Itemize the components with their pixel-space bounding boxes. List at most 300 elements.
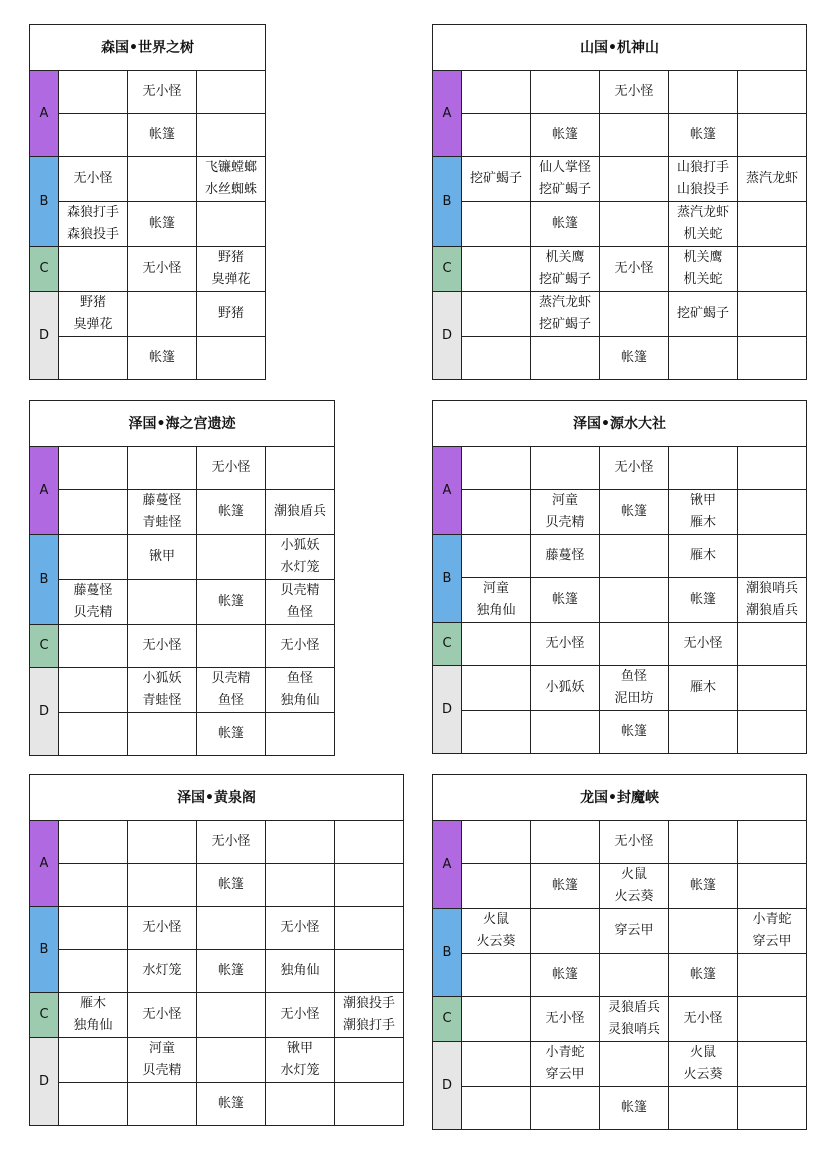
grid-cell <box>128 490 197 535</box>
grid-cell <box>531 490 600 535</box>
grid-cell <box>462 666 531 711</box>
zone-label-b: B <box>30 907 59 993</box>
grid-cell <box>266 864 335 907</box>
cell-text: 无小怪 <box>142 1007 182 1022</box>
grid-cell <box>59 668 128 713</box>
grid-cell <box>59 292 128 337</box>
table-row <box>433 157 807 202</box>
table-row <box>433 578 807 623</box>
grid-cell <box>669 623 738 666</box>
cell-text: 帐篷 <box>217 877 244 892</box>
table-row <box>30 580 335 625</box>
cell-text: 鱼怪 <box>287 605 314 620</box>
table-row <box>30 1083 404 1126</box>
grid-cell <box>669 71 738 114</box>
cell-text: 穿云甲 <box>614 923 654 938</box>
cell-text: 帐篷 <box>217 963 244 978</box>
table-row <box>30 71 266 114</box>
zone-label-b: B <box>433 535 462 623</box>
cell-text: 锹甲 <box>689 493 716 508</box>
grid-cell <box>531 157 600 202</box>
grid-cell <box>600 292 669 337</box>
grid-cell <box>669 864 738 909</box>
grid-cell <box>600 447 669 490</box>
grid-cell <box>462 114 531 157</box>
cell-text: 无小怪 <box>211 460 251 475</box>
grid-cell <box>669 954 738 997</box>
grid-cell <box>462 337 531 380</box>
grid-cell <box>669 1042 738 1087</box>
cell-text: 山狼投手 <box>676 182 729 197</box>
cell-text: 无小怪 <box>614 460 654 475</box>
map-title: 泽国•源水大社 <box>433 401 807 447</box>
grid-cell <box>738 202 807 247</box>
grid-cell <box>738 1042 807 1087</box>
grid-cell <box>462 535 531 578</box>
table-row <box>433 954 807 997</box>
map-title: 山国•机神山 <box>433 25 807 71</box>
grid-cell <box>462 623 531 666</box>
zone-label-a: A <box>30 447 59 535</box>
grid-cell <box>197 114 266 157</box>
cell-text: 帐篷 <box>551 127 578 142</box>
grid-cell <box>600 954 669 997</box>
cell-text: 无小怪 <box>614 84 654 99</box>
grid-cell <box>531 535 600 578</box>
grid-cell <box>128 247 197 292</box>
grid-cell <box>59 907 128 950</box>
cell-text: 机关鹰 <box>545 250 585 265</box>
grid-cell <box>669 821 738 864</box>
cell-text: 帐篷 <box>620 504 647 519</box>
grid-cell <box>462 954 531 997</box>
table-row <box>30 114 266 157</box>
cell-text: 无小怪 <box>142 84 182 99</box>
grid-cell <box>531 337 600 380</box>
table-row <box>30 247 266 292</box>
cell-text: 贝壳精 <box>73 605 113 620</box>
grid-cell <box>531 292 600 337</box>
grid-cell <box>738 711 807 754</box>
cell-text: 独角仙 <box>280 963 320 978</box>
cell-text: 无小怪 <box>683 1011 723 1026</box>
grid-cell <box>669 535 738 578</box>
cell-text: 贝壳精 <box>142 1063 182 1078</box>
cell-text: 火云葵 <box>614 889 654 904</box>
cell-text: 帐篷 <box>217 594 244 609</box>
cell-text: 帐篷 <box>551 878 578 893</box>
cell-text: 帐篷 <box>217 1096 244 1111</box>
zone-label-d: D <box>30 1038 59 1126</box>
grid-cell <box>738 247 807 292</box>
table-row <box>433 535 807 578</box>
grid-cell <box>600 157 669 202</box>
grid-cell <box>462 247 531 292</box>
grid-cell <box>197 71 266 114</box>
cell-text: 帐篷 <box>217 726 244 741</box>
table-row <box>30 1038 404 1083</box>
zone-label-c: C <box>30 247 59 292</box>
zone-label-a: A <box>30 821 59 907</box>
cell-text: 帐篷 <box>217 504 244 519</box>
grid-cell <box>600 997 669 1042</box>
grid-cell <box>669 578 738 623</box>
grid-cell <box>600 711 669 754</box>
cell-text: 帐篷 <box>689 878 716 893</box>
cell-text: 蒸汽龙虾 <box>538 295 591 310</box>
cell-text: 机关鹰 <box>683 250 723 265</box>
grid-cell <box>266 1083 335 1126</box>
grid-cell <box>738 909 807 954</box>
grid-cell <box>197 202 266 247</box>
cell-text: 独角仙 <box>476 603 516 618</box>
grid-cell <box>531 821 600 864</box>
grid-cell <box>59 114 128 157</box>
grid-cell <box>128 447 197 490</box>
grid-cell <box>600 535 669 578</box>
grid-cell <box>128 337 197 380</box>
cell-text: 蒸汽龙虾 <box>746 171 799 186</box>
cell-text: 野猪 <box>218 306 245 321</box>
grid-cell <box>266 907 335 950</box>
cell-text: 无小怪 <box>614 261 654 276</box>
cell-text: 火鼠 <box>689 1045 716 1060</box>
grid-cell <box>59 157 128 202</box>
cell-text: 藤蔓怪 <box>73 583 113 598</box>
grid-cell <box>128 1083 197 1126</box>
table-row <box>433 909 807 954</box>
grid-cell <box>266 821 335 864</box>
zone-label-c: C <box>30 625 59 668</box>
grid-cell <box>738 292 807 337</box>
cell-text: 河童 <box>148 1041 175 1056</box>
table-row <box>433 1042 807 1087</box>
cell-text: 帐篷 <box>620 724 647 739</box>
grid-cell <box>197 713 266 756</box>
cell-text: 森狼投手 <box>66 227 119 242</box>
cell-text: 小狐妖 <box>142 671 182 686</box>
grid-cell <box>266 1038 335 1083</box>
grid-cell <box>128 625 197 668</box>
grid-cell <box>531 202 600 247</box>
cell-text: 灵狼盾兵 <box>607 1000 660 1015</box>
grid-cell <box>197 580 266 625</box>
grid-cell <box>600 821 669 864</box>
grid-cell <box>669 292 738 337</box>
grid-cell <box>462 447 531 490</box>
grid-cell <box>600 202 669 247</box>
map-title: 泽国•黄泉阁 <box>30 775 404 821</box>
grid-cell <box>128 668 197 713</box>
grid-cell <box>59 535 128 580</box>
cell-text: 灵狼哨兵 <box>607 1022 660 1037</box>
zone-label-b: B <box>30 535 59 625</box>
zone-label-b: B <box>30 157 59 247</box>
grid-cell <box>128 950 197 993</box>
table-row <box>433 1087 807 1130</box>
grid-cell <box>531 864 600 909</box>
cell-text: 河童 <box>551 493 578 508</box>
grid-cell <box>462 711 531 754</box>
table-row <box>30 490 335 535</box>
cell-text: 臭弹花 <box>73 317 113 332</box>
grid-cell <box>462 578 531 623</box>
zone-label-d: D <box>433 292 462 380</box>
grid-cell <box>59 337 128 380</box>
table-row <box>30 157 266 202</box>
table-row <box>30 993 404 1038</box>
zone-label-c: C <box>30 993 59 1038</box>
cell-text: 潮狼打手 <box>343 1018 396 1033</box>
cell-text: 帐篷 <box>551 216 578 231</box>
map-table-dragon-sealed-demon-gorge <box>432 774 807 1130</box>
cell-text: 机关蛇 <box>683 272 723 287</box>
cell-text: 山狼打手 <box>676 160 729 175</box>
map-title: 森国•世界之树 <box>30 25 266 71</box>
cell-text: 挖矿蝎子 <box>538 182 591 197</box>
grid-cell <box>531 247 600 292</box>
grid-cell <box>462 1042 531 1087</box>
cell-text: 小青蛇 <box>752 912 792 927</box>
grid-cell <box>266 950 335 993</box>
grid-cell <box>128 580 197 625</box>
grid-cell <box>59 490 128 535</box>
grid-cell <box>600 1042 669 1087</box>
cell-text: 藤蔓怪 <box>545 548 585 563</box>
cell-text: 雁木 <box>689 548 716 563</box>
table-row <box>433 247 807 292</box>
grid-cell <box>335 864 404 907</box>
grid-cell <box>669 711 738 754</box>
grid-cell <box>197 292 266 337</box>
cell-text: 野猪 <box>79 295 106 310</box>
cell-text: 潮狼投手 <box>343 996 396 1011</box>
cell-text: 帐篷 <box>689 127 716 142</box>
cell-text: 帐篷 <box>551 967 578 982</box>
cell-text: 帐篷 <box>620 1100 647 1115</box>
cell-text: 机关蛇 <box>683 227 723 242</box>
zone-label-c: C <box>433 623 462 666</box>
grid-cell <box>531 578 600 623</box>
grid-cell <box>197 993 266 1038</box>
grid-cell <box>128 713 197 756</box>
table-row <box>433 711 807 754</box>
cell-text: 雁木 <box>689 515 716 530</box>
map-table-mountain-machine-god <box>432 24 807 380</box>
table-row <box>30 625 335 668</box>
map-table-marsh-sea-palace-ruins <box>29 400 335 756</box>
table-row <box>433 202 807 247</box>
grid-cell <box>738 623 807 666</box>
table-row <box>30 864 404 907</box>
grid-cell <box>462 292 531 337</box>
zone-label-c: C <box>433 997 462 1042</box>
grid-cell <box>600 623 669 666</box>
zone-label-d: D <box>433 1042 462 1130</box>
grid-cell <box>531 623 600 666</box>
grid-cell <box>197 1083 266 1126</box>
cell-text: 无小怪 <box>73 171 113 186</box>
cell-text: 鱼怪 <box>620 669 647 684</box>
map-title: 泽国•海之宫遗迹 <box>30 401 335 447</box>
cell-text: 贝壳精 <box>280 583 320 598</box>
grid-cell <box>59 625 128 668</box>
grid-cell <box>197 157 266 202</box>
cell-text: 无小怪 <box>211 834 251 849</box>
grid-cell <box>59 821 128 864</box>
table-row <box>433 623 807 666</box>
table-row <box>433 666 807 711</box>
grid-cell <box>266 713 335 756</box>
table-row <box>433 114 807 157</box>
cell-text: 无小怪 <box>545 636 585 651</box>
cell-text: 帐篷 <box>689 967 716 982</box>
grid-cell <box>128 71 197 114</box>
grid-cell <box>669 202 738 247</box>
grid-cell <box>531 447 600 490</box>
zone-label-b: B <box>433 157 462 247</box>
grid-cell <box>531 71 600 114</box>
grid-cell <box>59 864 128 907</box>
cell-text: 臭弹花 <box>211 272 251 287</box>
cell-text: 无小怪 <box>142 638 182 653</box>
zone-label-c: C <box>433 247 462 292</box>
table-row <box>433 997 807 1042</box>
cell-text: 雁木 <box>79 996 106 1011</box>
zone-label-a: A <box>433 821 462 909</box>
map-table-marsh-source-water-shrine <box>432 400 807 754</box>
table-row <box>30 713 335 756</box>
map-table-marsh-yellow-spring-pavilion <box>29 774 404 1126</box>
grid-cell <box>462 202 531 247</box>
table-row <box>433 821 807 864</box>
cell-text: 河童 <box>482 581 509 596</box>
grid-cell <box>59 202 128 247</box>
cell-text: 挖矿蝎子 <box>538 272 591 287</box>
grid-cell <box>197 821 266 864</box>
grid-cell <box>600 337 669 380</box>
table-row <box>433 490 807 535</box>
cell-text: 青蛙怪 <box>142 693 182 708</box>
grid-cell <box>600 71 669 114</box>
table-row <box>30 950 404 993</box>
grid-cell <box>128 1038 197 1083</box>
grid-cell <box>128 292 197 337</box>
cell-text: 潮狼哨兵 <box>746 581 799 596</box>
grid-cell <box>462 909 531 954</box>
cell-text: 无小怪 <box>142 920 182 935</box>
grid-cell <box>738 337 807 380</box>
cell-text: 贝壳精 <box>211 671 251 686</box>
cell-text: 独角仙 <box>73 1018 113 1033</box>
cell-text: 挖矿蝎子 <box>538 317 591 332</box>
grid-cell <box>531 1087 600 1130</box>
grid-cell <box>128 821 197 864</box>
grid-cell <box>531 909 600 954</box>
grid-cell <box>197 447 266 490</box>
grid-cell <box>128 535 197 580</box>
cell-text: 无小怪 <box>280 1007 320 1022</box>
grid-cell <box>531 114 600 157</box>
grid-cell <box>531 666 600 711</box>
table-row <box>433 447 807 490</box>
cell-text: 挖矿蝎子 <box>469 171 522 186</box>
cell-text: 无小怪 <box>545 1011 585 1026</box>
cell-text: 锹甲 <box>286 1041 313 1056</box>
grid-cell <box>128 202 197 247</box>
grid-cell <box>59 247 128 292</box>
grid-cell <box>197 490 266 535</box>
grid-cell <box>266 668 335 713</box>
grid-cell <box>59 1038 128 1083</box>
table-row <box>433 337 807 380</box>
grid-cell <box>738 954 807 997</box>
grid-cell <box>531 954 600 997</box>
cell-text: 无小怪 <box>614 834 654 849</box>
grid-cell <box>531 711 600 754</box>
table-row <box>30 821 404 864</box>
grid-cell <box>335 950 404 993</box>
grid-cell <box>128 907 197 950</box>
zone-label-a: A <box>433 447 462 535</box>
grid-cell <box>738 864 807 909</box>
grid-cell <box>600 864 669 909</box>
grid-cell <box>600 490 669 535</box>
grid-cell <box>59 950 128 993</box>
grid-cell <box>738 157 807 202</box>
grid-cell <box>266 535 335 580</box>
grid-cell <box>59 447 128 490</box>
cell-text: 青蛙怪 <box>142 515 182 530</box>
cell-text: 潮狼盾兵 <box>274 504 327 519</box>
zone-label-d: D <box>30 668 59 756</box>
grid-cell <box>266 993 335 1038</box>
cell-text: 穿云甲 <box>545 1067 585 1082</box>
grid-cell <box>59 71 128 114</box>
grid-cell <box>669 157 738 202</box>
cell-text: 独角仙 <box>280 693 320 708</box>
cell-text: 小青蛇 <box>545 1045 585 1060</box>
map-title: 龙国•封魔峡 <box>433 775 807 821</box>
grid-cell <box>669 247 738 292</box>
grid-cell <box>738 821 807 864</box>
grid-cell <box>669 447 738 490</box>
cell-text: 小狐妖 <box>545 680 585 695</box>
cell-text: 水丝蜘蛛 <box>205 182 258 197</box>
grid-cell <box>266 447 335 490</box>
cell-text: 泥田坊 <box>614 691 654 706</box>
grid-cell <box>335 1083 404 1126</box>
grid-cell <box>600 909 669 954</box>
cell-text: 鱼怪 <box>287 671 314 686</box>
grid-cell <box>197 535 266 580</box>
zone-label-d: D <box>30 292 59 380</box>
grid-cell <box>531 997 600 1042</box>
table-row <box>433 292 807 337</box>
grid-cell <box>669 1087 738 1130</box>
cell-text: 穿云甲 <box>752 934 792 949</box>
cell-text: 飞镰螳螂 <box>205 160 258 175</box>
grid-cell <box>600 247 669 292</box>
grid-cell <box>59 713 128 756</box>
grid-cell <box>197 1038 266 1083</box>
zone-label-d: D <box>433 666 462 754</box>
grid-cell <box>669 490 738 535</box>
grid-cell <box>197 625 266 668</box>
table-row <box>30 907 404 950</box>
zone-label-a: A <box>30 71 59 157</box>
grid-cell <box>738 535 807 578</box>
